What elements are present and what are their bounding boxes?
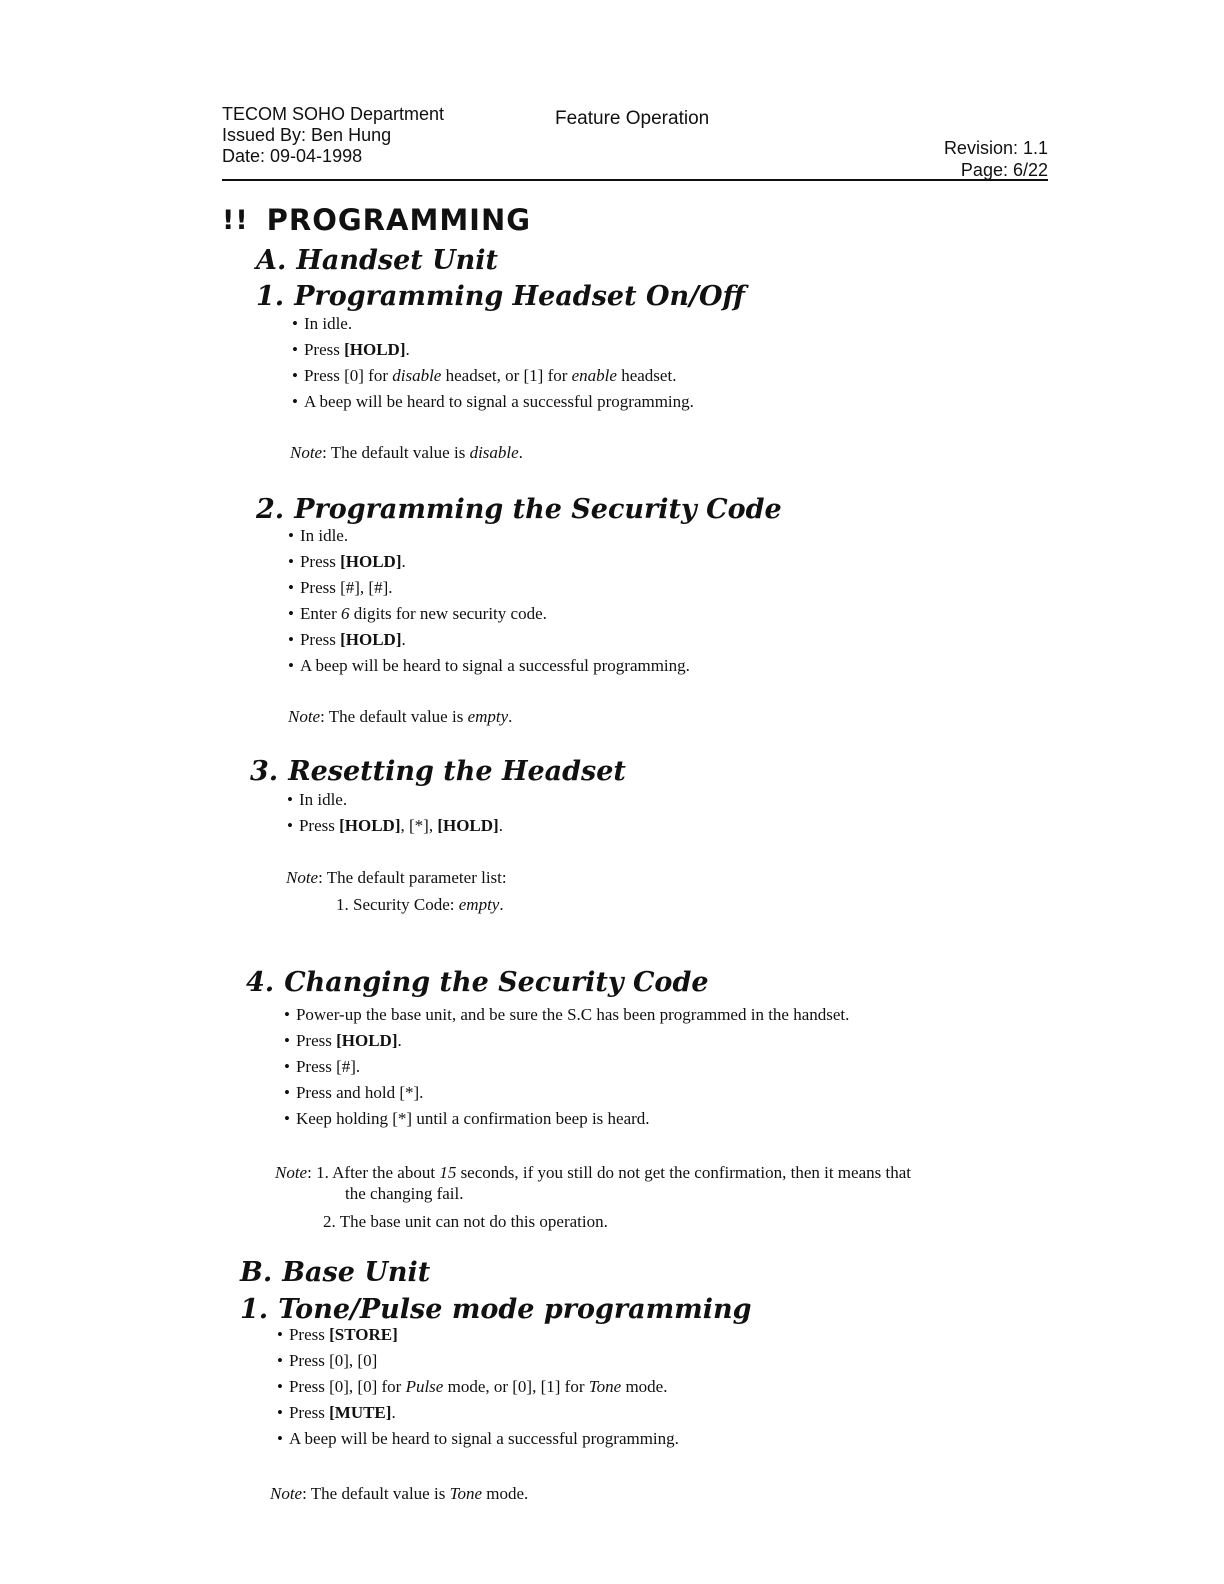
a4-note-item-2: 2. The base unit can not do this operation. — [323, 1212, 608, 1231]
list-item: • Press [HOLD]. — [288, 549, 690, 575]
a2-note: Note: The default value is empty. — [288, 707, 513, 726]
header-divider — [222, 179, 1048, 181]
document-title: Feature Operation — [555, 108, 710, 129]
a3-note: Note: The default parameter list: — [286, 868, 507, 887]
part-b-heading — [240, 1257, 430, 1288]
list-item: • Keep holding [*] until a confirmation beep is heard. — [284, 1106, 849, 1132]
part-a-heading — [256, 245, 498, 276]
list-item: • A beep will be heard to signal a successful programming. — [288, 653, 690, 679]
list-item: • Press [0], [0] — [277, 1348, 679, 1374]
a1-steps — [292, 311, 694, 415]
a2-number: 2. — [256, 494, 285, 525]
list-item: • Press [HOLD]. — [292, 337, 694, 363]
a3-number: 3. — [250, 756, 279, 787]
list-item: • A beep will be heard to signal a successful programming. — [277, 1426, 679, 1452]
header-left — [222, 104, 444, 167]
b1-heading — [240, 1294, 751, 1325]
section-title — [222, 203, 531, 237]
bang-marker: !! — [222, 204, 249, 236]
list-item: • Press [MUTE]. — [277, 1400, 679, 1426]
page-number: Page: 6/22 — [960, 160, 1048, 180]
list-item: • Press [HOLD]. — [284, 1028, 849, 1054]
a4-title: Changing the Security Code — [284, 967, 709, 998]
a1-heading — [256, 281, 745, 312]
issue-date: Date: 09-04-1998 — [222, 146, 363, 166]
revision: Revision: 1.1 — [943, 138, 1048, 158]
a4-note: Note: 1. After the about 15 seconds, if you still do not get the confirmation, then it means that — [275, 1163, 911, 1182]
list-item: • In idle. — [287, 787, 503, 813]
a1-title: Programming Headset On/Off — [294, 281, 745, 312]
a3-heading — [250, 756, 626, 787]
section-title-text: PROGRAMMING — [266, 203, 532, 237]
list-item: • Press [0], [0] for Pulse mode, or [0], [1] for Tone mode. — [277, 1374, 679, 1400]
a2-title: Programming the Security Code — [294, 494, 782, 525]
list-item: • In idle. — [288, 523, 690, 549]
part-b-letter: B. — [240, 1257, 273, 1288]
b1-number: 1. — [240, 1294, 269, 1325]
part-b-title: Base Unit — [282, 1257, 431, 1288]
department: TECOM SOHO Department — [222, 104, 445, 124]
a4-steps — [284, 1002, 849, 1132]
list-item: • Press [HOLD]. — [288, 627, 690, 653]
list-item: • Press [HOLD], [*], [HOLD]. — [287, 813, 503, 839]
part-a-title: Handset Unit — [296, 245, 499, 276]
a3-default-list-item: 1. Security Code: empty. — [336, 895, 504, 914]
b1-note: Note: The default value is Tone mode. — [270, 1484, 529, 1503]
part-a-letter: A. — [256, 245, 287, 276]
b1-title: Tone/Pulse mode programming — [278, 1294, 752, 1325]
list-item: • Press and hold [*]. — [284, 1080, 849, 1106]
b1-steps — [277, 1322, 679, 1452]
list-item: • Press [STORE] — [277, 1322, 679, 1348]
a2-heading — [256, 494, 782, 525]
issued-by: Issued By: Ben Hung — [222, 125, 392, 145]
list-item: • Press [#]. — [284, 1054, 849, 1080]
list-item: • A beep will be heard to signal a successful programming. — [292, 389, 694, 415]
list-item: • Press [0] for disable headset, or [1] for enable headset. — [292, 363, 694, 389]
list-item: • Enter 6 digits for new security code. — [288, 601, 690, 627]
a1-number: 1. — [256, 281, 285, 312]
a2-steps — [288, 523, 690, 679]
list-item: • In idle. — [292, 311, 694, 337]
page-header — [222, 104, 1048, 184]
a4-heading — [246, 967, 709, 998]
a3-steps — [287, 787, 503, 839]
a1-note: Note: The default value is disable. — [290, 443, 523, 462]
list-item: • Press [#], [#]. — [288, 575, 690, 601]
a4-number: 4. — [246, 967, 275, 998]
list-item: • Power-up the base unit, and be sure the S.C has been programmed in the handset. — [284, 1002, 849, 1028]
a3-title: Resetting the Headset — [288, 756, 626, 787]
header-right — [944, 137, 1048, 181]
a4-note-continued: the changing fail. — [345, 1184, 464, 1203]
